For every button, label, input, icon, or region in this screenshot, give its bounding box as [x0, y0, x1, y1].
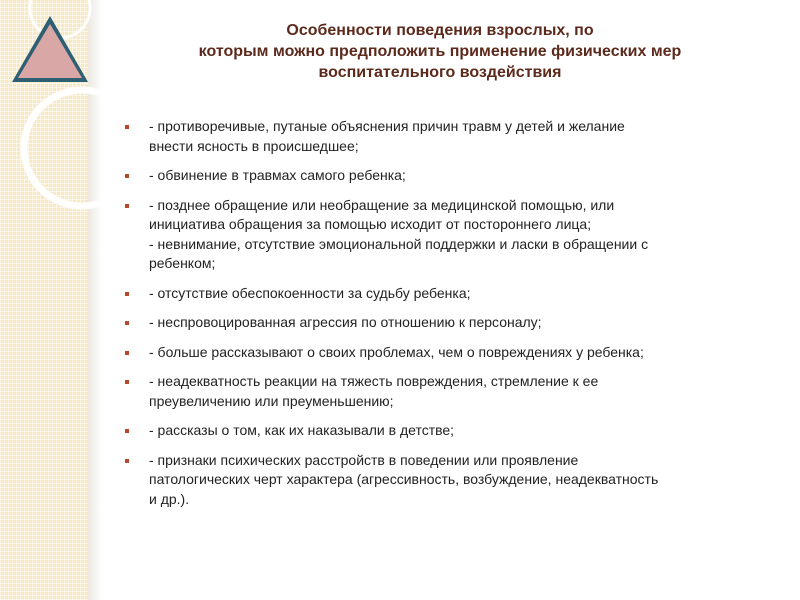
- bullet-text: инициатива обращения за помощью исходит от постороннего лица;: [149, 216, 592, 232]
- bullet-marker: [125, 321, 129, 325]
- bullet-item: [120, 166, 760, 186]
- bullet-text: преувеличению или преуменьшению;: [149, 392, 394, 409]
- title-line: которым можно предположить применение физических мер: [198, 43, 682, 60]
- decor-circle-top: [30, 0, 90, 38]
- bullet-item: [120, 451, 760, 510]
- bullet-marker: [125, 174, 129, 178]
- bullet-item: [120, 343, 760, 363]
- bullet-marker: [125, 429, 129, 433]
- bullet-text: внести ясность в происшедшее;: [149, 137, 359, 154]
- bullet-text: - позднее обращение или необращение за медицинской помощью, или: [149, 196, 615, 213]
- bullet-text: - обвинение в травмах самого ребенка;: [149, 167, 406, 183]
- bullet-item: [120, 284, 760, 304]
- bullet-item: [120, 196, 760, 274]
- bullet-item: [120, 313, 760, 333]
- bullet-marker: [125, 351, 129, 355]
- triangle-logo-icon: [12, 16, 88, 82]
- bullet-text: - неспровоцированная агрессия по отношению к персоналу;: [149, 314, 542, 330]
- bullet-item: [120, 421, 760, 441]
- bullet-marker: [125, 204, 129, 208]
- bullet-text: - отсутствие обеспокоенности за судьбу ребенка;: [149, 284, 471, 301]
- bullet-marker: [125, 125, 129, 129]
- bullet-text: ребенком;: [149, 255, 216, 271]
- bullet-text: - признаки психических расстройств в поведении или проявление: [149, 451, 579, 468]
- bullet-text: - больше рассказывают о своих проблемах, чем о повреждениях у ребенка;: [149, 343, 644, 360]
- bullet-text: - неадекватность реакции на тяжесть повреждения, стремление к ее: [149, 373, 599, 389]
- bullet-text: патологических черт характера (агрессивность, возбуждение, неадекватность: [149, 471, 659, 487]
- bullet-text: - рассказы о том, как их наказывали в детстве;: [149, 422, 455, 438]
- bullet-marker: [125, 459, 129, 463]
- slide-decoration: [0, 0, 140, 220]
- bullet-text: - невнимание, отсутствие эмоциональной поддержки и ласки в обращении с: [149, 235, 649, 252]
- bullet-list: [120, 117, 760, 519]
- bullet-text: и др.).: [149, 490, 190, 507]
- title-line: воспитательного воздействия: [318, 64, 562, 81]
- bullet-text: - противоречивые, путаные объяснения причин травм у детей и желание: [149, 118, 625, 134]
- slide-title: [180, 20, 700, 83]
- bullet-marker: [125, 380, 129, 384]
- bullet-item: [120, 372, 760, 411]
- bullet-marker: [125, 292, 129, 296]
- title-line: Особенности поведения взрослых, по: [286, 22, 594, 39]
- bullet-item: [120, 117, 760, 156]
